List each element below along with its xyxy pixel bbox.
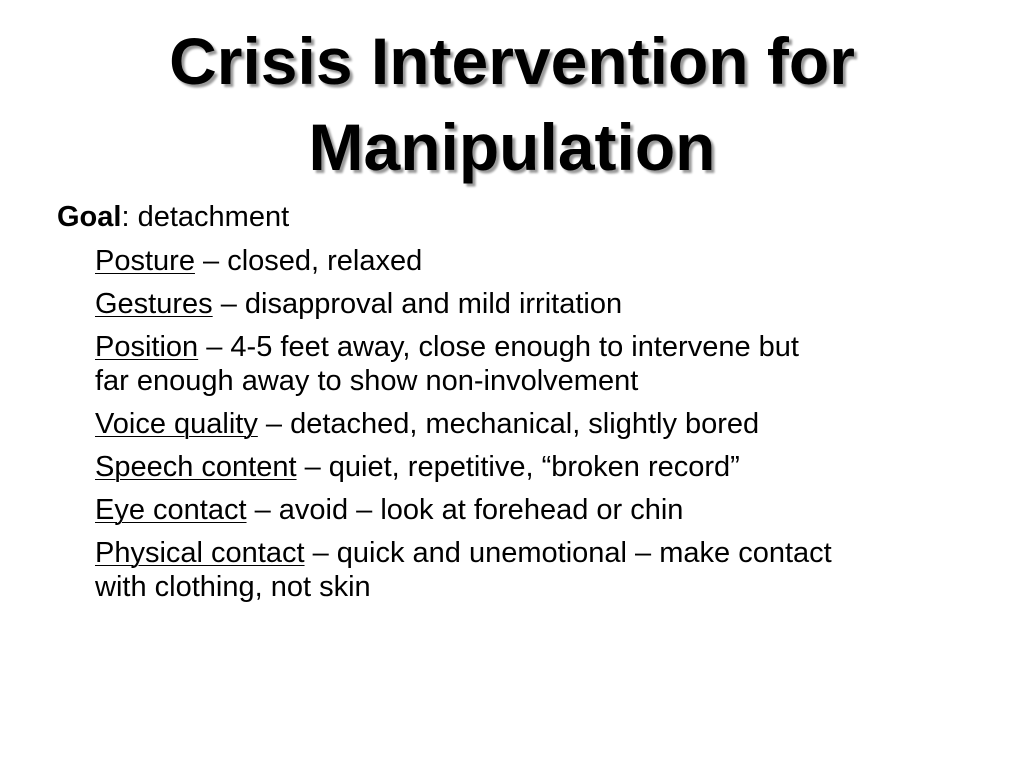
item-continuation: with clothing, not skin — [95, 571, 371, 603]
item-term: Position — [95, 331, 199, 363]
item-text: – quick and unemotional – make contact — [304, 537, 832, 569]
slide-title-line-1: Crisis Intervention for — [169, 24, 855, 98]
technique-list — [57, 244, 977, 604]
list-item-eye-contact — [57, 493, 977, 527]
list-item-voice-quality — [57, 407, 977, 441]
item-term: Voice quality — [95, 408, 258, 440]
list-item-posture — [57, 244, 977, 278]
list-item-position — [57, 330, 977, 398]
slide-title-line-2: Manipulation — [308, 110, 716, 184]
slide-body — [57, 200, 977, 613]
item-term: Eye contact — [95, 494, 247, 526]
slide-title — [0, 18, 1024, 190]
item-text: – avoid – look at forehead or chin — [246, 494, 684, 526]
item-text: – detached, mechanical, slightly bored — [257, 408, 760, 440]
item-continuation: far enough away to show non-involvement — [95, 365, 639, 397]
item-term: Speech content — [95, 451, 297, 483]
item-text: – quiet, repetitive, “broken record” — [296, 451, 740, 483]
item-text: – 4-5 feet away, close enough to intervene but — [198, 331, 799, 363]
goal-label: Goal — [57, 201, 122, 233]
item-text: – disapproval and mild irritation — [212, 288, 623, 320]
item-term: Posture — [95, 245, 195, 277]
goal-line — [57, 200, 977, 234]
list-item-gestures — [57, 287, 977, 321]
item-text: – closed, relaxed — [194, 245, 423, 277]
goal-separator: : — [121, 201, 138, 233]
goal-value: detachment — [137, 201, 290, 233]
item-term: Physical contact — [95, 537, 305, 569]
list-item-speech-content — [57, 450, 977, 484]
list-item-physical-contact — [57, 536, 977, 604]
item-term: Gestures — [95, 288, 213, 320]
